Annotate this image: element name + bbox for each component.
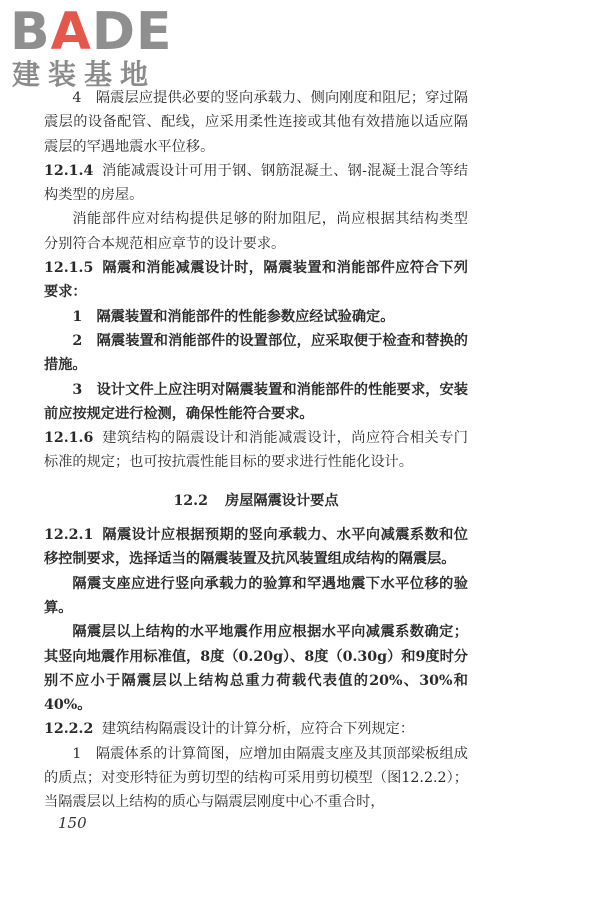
section-heading: 12.2 房屋隔震设计要点 [173, 492, 339, 509]
clause-12-1-5: 12.1.5 隔震和消能减震设计时，隔震装置和消能部件应符合下列要求： [44, 260, 468, 301]
clause-12-2-1: 12.2.1 隔震设计应根据预期的竖向承载力、水平向减震系数和位移控制要求，选择适当的隔震装置及抗风装置组成结构的隔震层。 [44, 527, 468, 568]
bade-logo [6, 2, 186, 94]
list-item-3: 3 设计文件上应注明对隔震装置和消能部件的性能要求，安装前应按规定进行检测，确保性能符合要求。 [44, 381, 468, 422]
list-item-1: 1 隔震体系的计算简图，应增加由隔震支座及其顶部梁板组成的质点；对变形特征为剪切型的结构可采用剪切模型（图12.2.2）；当隔震层以上结构的质心与隔震层刚度中心不重合时， [44, 745, 468, 811]
paragraph: 消能部件应对结构提供足够的附加阻尼，尚应根据其结构类型分别符合本规范相应章节的设计要求。 [44, 211, 468, 252]
paragraph: 隔震支座应进行竖向承载力的验算和罕遇地震下水平位移的验算。 [44, 575, 468, 616]
clause-12-1-4: 12.1.4 消能减震设计可用于钢、钢筋混凝土、钢-混凝土混合等结构类型的房屋。 [44, 162, 468, 204]
logo-subtitle: 建装基地 [12, 58, 157, 91]
document-body [44, 86, 468, 815]
paragraph-item-4: 4 隔震层应提供必要的竖向承载力、侧向刚度和阻尼；穿过隔震层的设备配管、配线，应采用柔性连接或其他有效措施以适应隔震层的罕遇地震水平位移。 [44, 90, 468, 155]
page-number: 150 [58, 814, 87, 832]
paragraph: 隔震层以上结构的水平地震作用应根据水平向减震系数确定；其竖向地震作用标准值，8度（0.20g）、8度（0.30g）和9度时分别不应小于隔震层以上结构总重力荷载代表值的20%、30%和40%。 [44, 624, 468, 714]
clause-12-1-6: 12.1.6 建筑结构的隔震设计和消能减震设计，尚应符合相关专门标准的规定；也可按抗震性能目标的要求进行性能化设计。 [44, 430, 468, 471]
clause-12-2-2: 12.2.2 建筑结构隔震设计的计算分析，应符合下列规定： [44, 721, 415, 738]
logo-wordmark: BADE [10, 2, 173, 62]
list-item-2: 2 隔震装置和消能部件的设置部位，应采取便于检查和替换的措施。 [44, 332, 468, 374]
list-item-1: 1 隔震装置和消能部件的性能参数应经试验确定。 [72, 308, 395, 325]
